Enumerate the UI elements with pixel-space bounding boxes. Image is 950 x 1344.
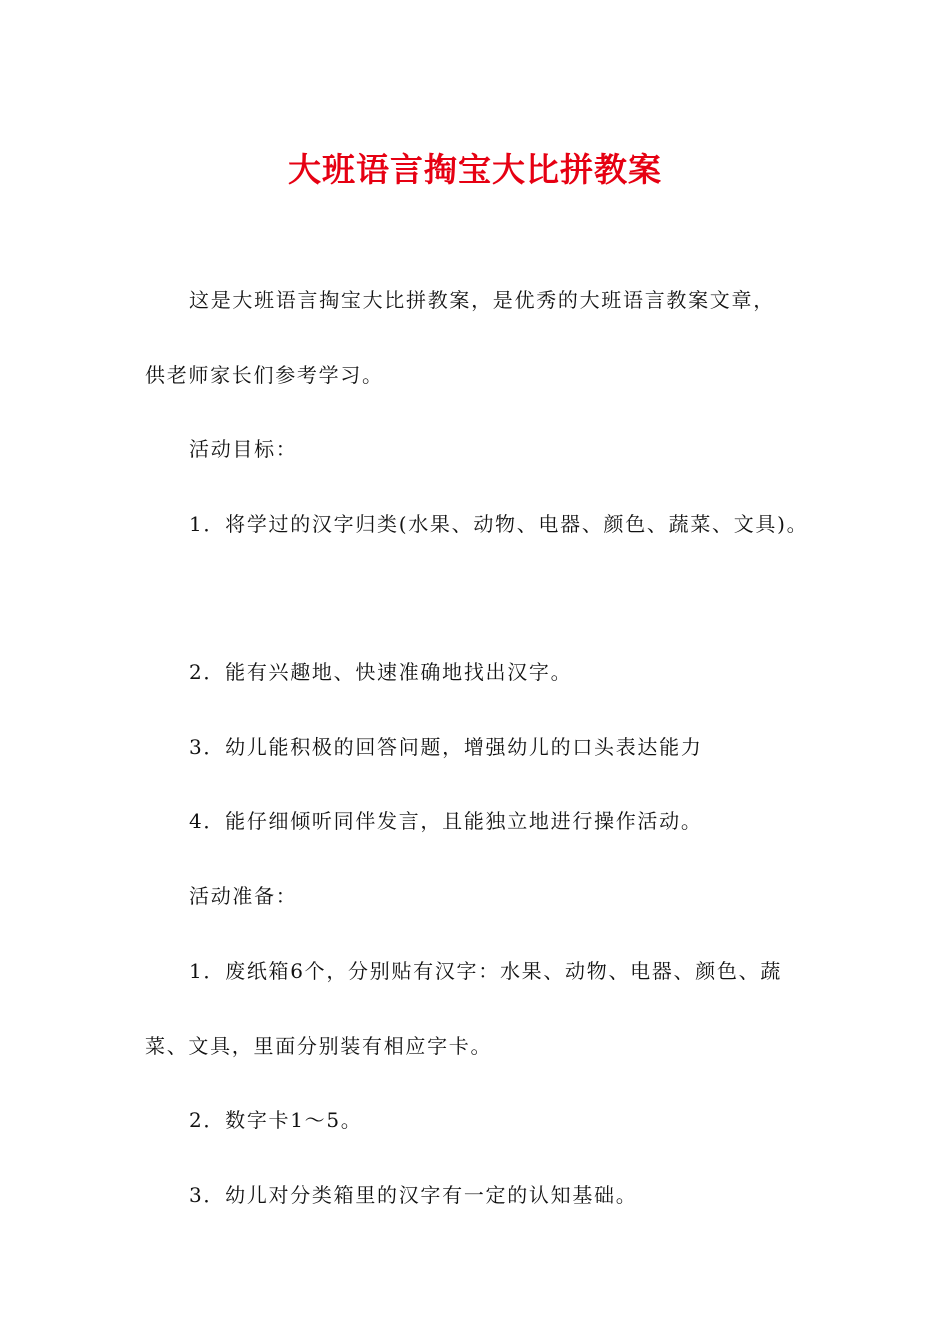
goal-item-3: 3．幼儿能积极的回答问题，增强幼儿的口头表达能力 [189, 735, 703, 759]
section-heading-goals: 活动目标： [189, 437, 298, 461]
section-heading-preparation: 活动准备： [189, 884, 298, 908]
prep-item-1-line-1: 1．废纸箱6个，分别贴有汉字：水果、动物、电器、颜色、蔬 [189, 959, 783, 983]
goal-item-1: 1．将学过的汉字归类(水果、动物、电器、颜色、蔬菜、文具)。 [189, 512, 809, 536]
goal-item-4: 4．能仔细倾听同伴发言，且能独立地进行操作活动。 [189, 809, 703, 833]
paragraph-intro-line-2: 供老师家长们参考学习。 [145, 363, 384, 387]
prep-item-2: 2．数字卡1～5。 [189, 1108, 363, 1132]
prep-item-1-line-2: 菜、文具，里面分别装有相应字卡。 [145, 1034, 493, 1058]
goal-item-2: 2．能有兴趣地、快速准确地找出汉字。 [189, 660, 573, 684]
prep-item-3: 3．幼儿对分类箱里的汉字有一定的认知基础。 [189, 1183, 638, 1207]
document-title: 大班语言掏宝大比拼教案 [288, 150, 662, 189]
paragraph-intro-line-1: 这是大班语言掏宝大比拼教案，是优秀的大班语言教案文章， [189, 288, 775, 312]
